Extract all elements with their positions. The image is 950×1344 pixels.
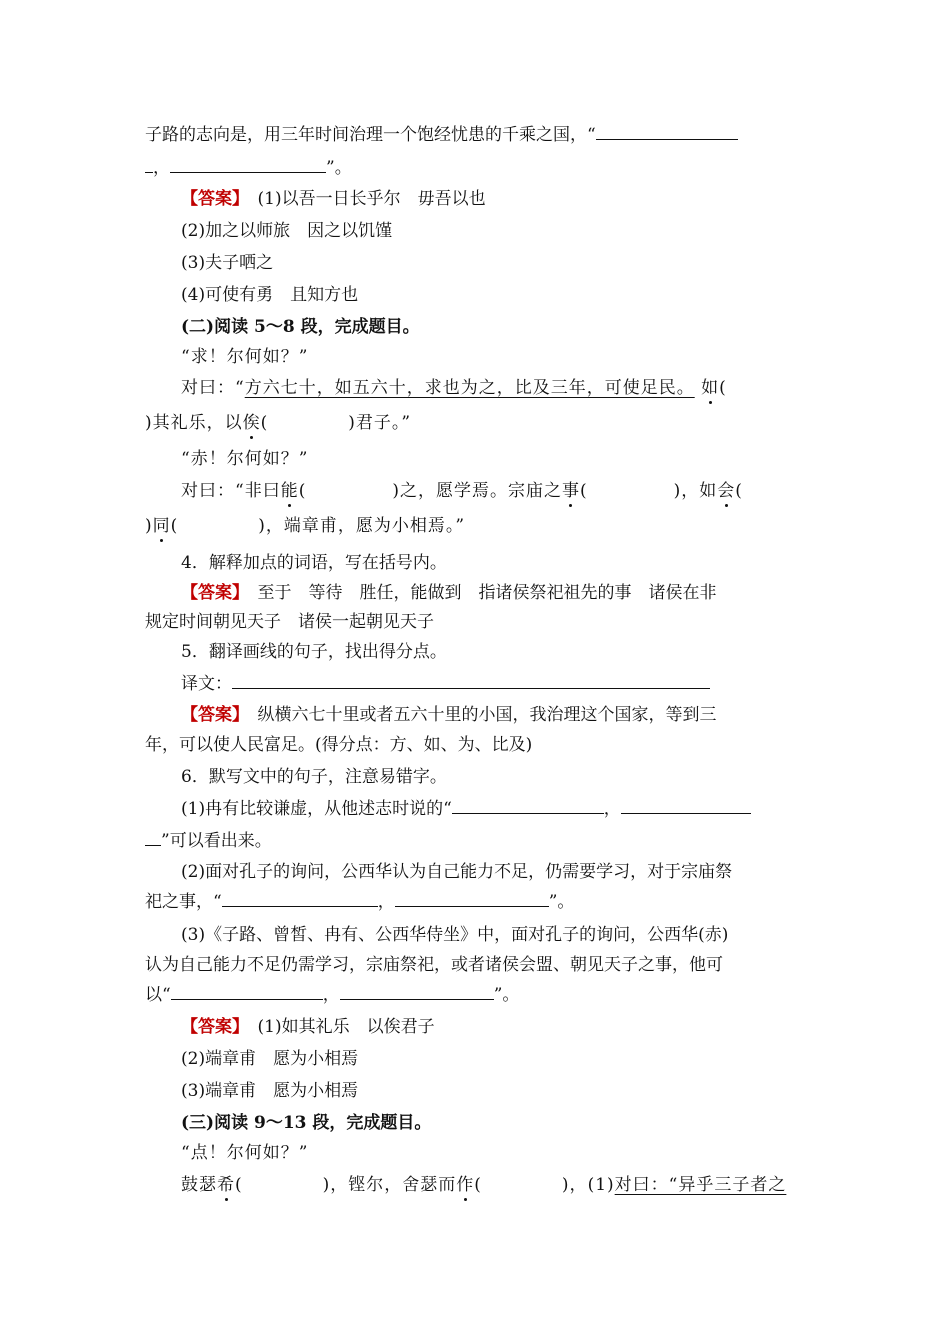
answer-3-2: (2)加之以师旅 因之以饥馑 [181,221,393,241]
q6-1-blank-1[interactable] [452,798,604,814]
answer-6-line-3 [145,1080,358,1102]
answer-4-line-2 [145,611,434,633]
q3-prompt [145,124,738,146]
q3-blank-1-cont[interactable] [145,157,153,173]
q6-1-comma: ， [603,799,621,819]
paren-open: ( [260,413,269,433]
section-3-heading [145,1112,431,1134]
answer-label: 【答案】 [181,705,241,725]
text-dui1-line-2 [145,412,411,434]
paren-open: ( [235,1175,243,1195]
paren-open: ( [735,481,743,501]
dotted-word-tong: 同 [152,516,171,536]
q6-2-comma: ， [377,892,395,912]
question-6 [145,766,447,788]
answer-3-3: (3)夫子哂之 [181,253,274,273]
q6-3-blank-1[interactable] [171,984,323,1000]
answer-6-line-2 [145,1048,358,1070]
text-chi-line: “赤！尔何如？” [181,449,309,469]
sentence-number: (1) [587,1175,615,1195]
dotted-word-hui: 会 [717,481,736,501]
answer-label: 【答案】 [181,583,241,603]
text-dui2-start: 对曰：“非曰 [181,481,281,501]
dotted-word-si: 俟 [242,413,261,433]
paren-open: ( [719,378,727,398]
q6-2-blank-2[interactable] [395,891,549,907]
question-4-text: 4．解释加点的词语，写在括号内。 [181,553,447,573]
answer-6-line-1 [145,1016,435,1038]
underlined-sentence: 方六七十，如五六十，求也为之，比及三年，可使足民。 [244,378,695,398]
dotted-word-shi: 事 [561,481,580,501]
text-dui2-mid2: )，如 [673,481,718,501]
paren-open: ( [298,481,307,501]
q6-2-end: ”。 [548,892,575,912]
answer-4-part-2: 规定时间朝见天子 诸侯一起朝见天子 [145,612,434,632]
text-gu-line [145,1174,786,1196]
text-dui1-line-1 [145,377,727,399]
paren-open: ( [579,481,588,501]
text-dian-line: “点！尔何如？” [181,1143,309,1163]
q6-1-blank-2-cont[interactable] [145,830,161,846]
answer-3-line-1 [145,188,486,210]
question-6-text: 6．默写文中的句子，注意易错字。 [181,767,447,787]
section-2-heading [145,316,420,338]
question-5-text: 5．翻译画线的句子，找出得分点。 [181,642,447,662]
q6-1-text: (1)冉有比较谦虚，从他述志时说的“ [181,799,452,819]
answer-5-line-2 [145,734,532,756]
answer-5-part-1: 纵横六七十里或者五六十里的小国，我治理这个国家，等到三 [240,705,717,725]
answer-6-2: (2)端章甫 愿为小相焉 [181,1049,359,1069]
text-dui2-mid: )之，愿学焉。宗庙之 [392,481,562,501]
answer-3-line-3 [145,252,273,274]
answer-5-part-2: 年，可以使人民富足。(得分点：方、如、为、比及) [145,735,533,755]
answer-4-line-1 [145,582,717,604]
answer-3-line-4 [145,284,358,306]
answer-3-4: (4)可使有勇 且知方也 [181,285,359,305]
answer-5-line-1 [145,704,717,726]
text-dui1-start: 对曰：“ [181,378,245,398]
dotted-word-zuo: 作 [456,1175,475,1195]
q3-comma: ， [153,158,170,178]
q3-intro: 子路的志向是，用三年时间治理一个饱经忧患的千乘之国，“ [145,125,596,145]
question-5 [145,641,447,663]
question-6-3-line-2 [145,954,723,976]
text-chi [145,448,308,470]
paren-close: ) [145,516,153,536]
dotted-word-neng: 能 [280,481,299,501]
q3-blank-2[interactable] [170,157,326,173]
answer-3-line-2 [145,220,392,242]
question-5-translation [145,673,710,695]
question-6-3-line-3 [145,984,519,1006]
q6-3-start: 以“ [145,985,171,1005]
text-qiu [145,346,308,368]
q6-3-text-2: 认为自己能力不足仍需学习，宗庙祭祀，或者诸侯会盟、朝见天子之事，他可 [145,955,723,975]
paren-open: ( [474,1175,482,1195]
underlined-sentence-2: 对曰：“异乎三子者之 [614,1175,787,1195]
text-dui2-line-1 [145,480,743,502]
answer-6-3: (3)端章甫 愿为小相焉 [181,1081,359,1101]
text-gu-mid: )，铿尔，舍瑟而 [322,1175,457,1195]
q6-3-comma: ， [322,985,340,1005]
question-6-2-line-2 [145,891,574,913]
q3-end: ”。 [326,158,352,178]
q6-2-text: (2)面对孔子的询问，公西华认为自己能力不足，仍需要学习，对于宗庙祭 [181,862,733,882]
text-gu-start: 鼓瑟 [181,1175,217,1195]
q6-2-start: 祀之事，“ [145,892,222,912]
answer-label: 【答案】 [181,1017,241,1037]
text-gu-mid2: )， [561,1175,588,1195]
q6-3-text: (3)《子路、曾皙、冉有、公西华侍坐》中，面对孔子的询问，公西华(赤) [181,925,729,945]
text-dui2-line-2 [145,515,465,537]
text-dian [145,1142,308,1164]
translation-label: 译文： [181,674,232,694]
answer-3-1: (1)以吾一日长乎尔 毋吾以也 [257,189,486,209]
q6-1-end: ”可以看出来。 [161,831,272,851]
text-dui2-end: )，端章甫，愿为小相焉。” [258,516,466,536]
answer-4-part-1: 至于 等待 胜任，能做到 指诸侯祭祀祖先的事 诸侯在非 [240,583,717,603]
answer-6-1: (1)如其礼乐 以俟君子 [257,1017,435,1037]
translation-blank[interactable] [232,673,710,689]
q6-3-end: ”。 [493,985,520,1005]
question-6-1-line-2 [145,830,272,852]
text-dui1-end: )君子。” [348,413,412,433]
q6-3-blank-2[interactable] [340,984,494,1000]
q3-prompt-cont [145,157,352,179]
dotted-word-xi: 希 [217,1175,235,1195]
question-6-3-line-1 [145,924,728,946]
text-dui1-cont: )其礼乐，以 [145,413,243,433]
text-qiu-line: “求！尔何如？” [181,347,309,367]
q6-1-blank-2[interactable] [621,798,751,814]
q3-blank-1[interactable] [596,124,738,140]
answer-label: 【答案】 [181,189,241,209]
section-2-title: (二)阅读 5～8 段，完成题目。 [181,317,420,337]
question-6-2-line-1 [145,861,732,883]
question-4 [145,552,447,574]
question-6-1-line-1 [145,798,751,820]
q6-2-blank-1[interactable] [222,891,378,907]
paren-open: ( [170,516,179,536]
section-3-title: (三)阅读 9～13 段，完成题目。 [181,1113,432,1133]
dotted-word-ru: 如 [701,378,720,398]
